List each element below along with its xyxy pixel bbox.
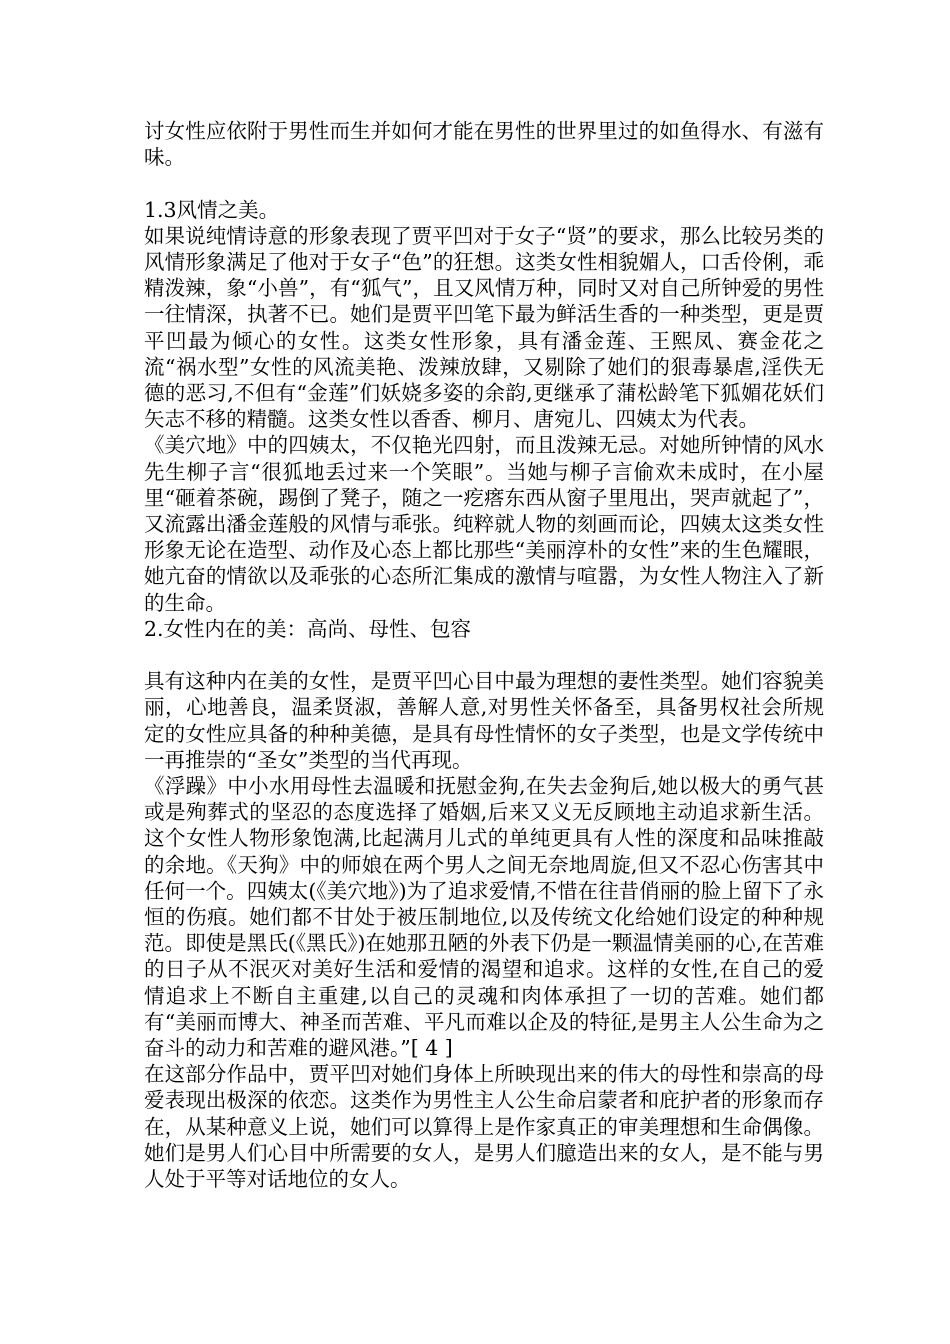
paragraph-neizaimei: 具有这种内在美的女性，是贾平凹心目中最为理想的妻性类型。她们容貌美丽，心地善良，温柔贤淑，善解人意,对男性关怀备至，具备男权社会所规定的女性应具备的种种美德，是具有母性情怀的女子类型，也是文学传统中一再推崇的“圣女”类型的当代再现。 — [144, 669, 824, 772]
paragraph-fengqing: 如果说纯情诗意的形象表现了贾平凹对于女子“贤”的要求，那么比较另类的风情形象满足了他对于女子“色”的狂想。这类女性相貌媚人，口舌伶俐，乖精泼辣，象“小兽”，有“狐气”，且又风情万种，同时又对自己所钟爱的男性一往情深，执著不已。她们是贾平凹笔下最为鲜活生香的一种类型，更是贾平凹最为倾心的女性。这类女性形象，具有潘金莲、王熙凤、赛金花之流“祸水型”女性的风流美艳、泼辣放肆，又剔除了她们的狠毒暴虐,淫佚无德的恶习,不但有“金莲”们妖娆多姿的余韵,更继承了蒲松龄笔下狐媚花妖们矢志不移的精髓。这类女性以香香、柳月、唐宛儿、四姨太为代表。 — [144, 223, 824, 432]
document-page — [144, 118, 824, 1192]
paragraph-meixuedi: 《美穴地》中的四姨太，不仅艳光四射，而且泼辣无忌。对她所钟情的风水先生柳子言“很狐地丢过来一个笑眼”。当她与柳子言偷欢未成时，在小屋里“砸着茶碗，踢倒了凳子，随之一疙瘩东西从窗子里甩出，哭声就起了”，又流露出潘金莲般的风情与乖张。纯粹就人物的刻画而论，四姨太这类女性形象无论在造型、动作及心态上都比那些“美丽淳朴的女性”来的生色耀眼，她亢奋的情欲以及乖张的心态所汇集成的激情与喧嚣，为女性人物注入了新的生命。 — [144, 433, 824, 615]
section-heading-1-3: 1.3风情之美。 — [144, 197, 280, 222]
paragraph-muxing: 在这部分作品中，贾平凹对她们身体上所映现出来的伟大的母性和崇高的母爱表现出极深的依恋。这类作为男性主人公生命启蒙者和庇护者的形象而存在，从某种意义上说，她们可以算得上是作家真正的审美理想和生命偶像。她们是男人们心目中所需要的女人，是男人们臆造出来的女人，是不能与男人处于平等对话地位的女人。 — [144, 1062, 824, 1192]
blank-line — [144, 170, 824, 196]
section-heading-2: 2.女性内在的美：高尚、母性、包容 — [144, 616, 472, 641]
paragraph-intro-tail: 讨女性应依附于男性而生并如何才能在男性的世界里过的如鱼得水、有滋有味。 — [144, 119, 824, 170]
paragraph-fuzao: 《浮躁》中小水用母性去温暖和抚慰金狗,在失去金狗后,她以极大的勇气甚或是殉葬式的坚忍的态度选择了婚姻,后来又义无反顾地主动追求新生活。这个女性人物形象饱满,比起满月儿式的单纯更具有人性的深度和品味推敲的余地。《天狗》中的师娘在两个男人之间无奈地周旋,但又不忍心伤害其中任何一个。四姨太(《美穴地》)为了追求爱情,不惜在往昔俏丽的脸上留下了永恒的伤痕。她们都不甘处于被压制地位,以及传统文化给她们设定的种种规范。即使是黑氏(《黑氏》)在她那丑陋的外表下仍是一颗温情美丽的心,在苦难的日子从不泯灭对美好生活和爱情的渴望和追求。这样的女性,在自己的爱情追求上不断自主重建,以自己的灵魂和肉体承担了一切的苦难。她们都有“美丽而博大、神圣而苦难、平凡而难以企及的特征,是男主人公生命为之奋斗的动力和苦难的避风港。”[ 4 ] — [144, 774, 824, 1061]
blank-line — [144, 642, 824, 668]
